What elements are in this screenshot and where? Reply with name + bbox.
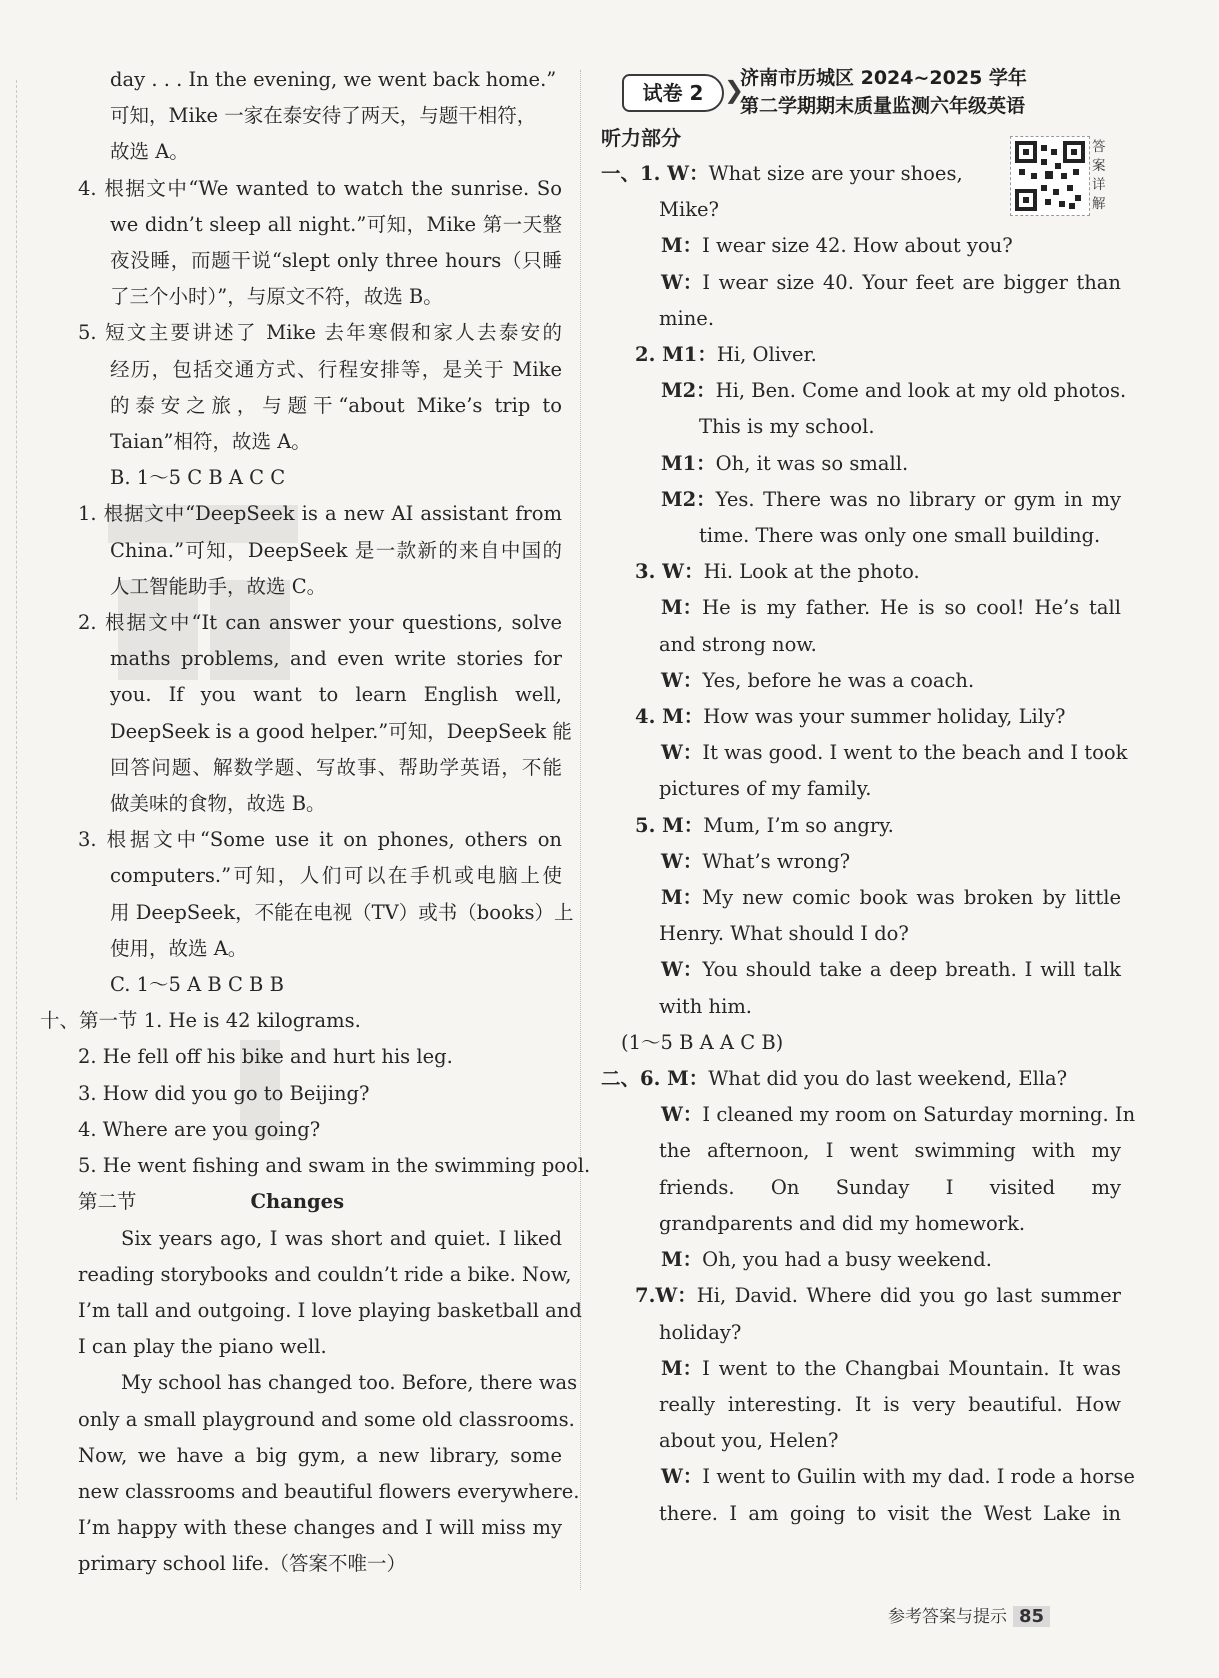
- dialogue-text: about you, Helen?: [659, 1429, 839, 1453]
- listening-section-title: 听力部分: [601, 126, 681, 150]
- answer-line: 1. 根据文中“DeepSeek is a new AI assistant from: [78, 502, 562, 526]
- speaker-colon: ：: [688, 1067, 709, 1091]
- dialogue-text: Yes. There was no library or gym in my: [715, 487, 1121, 511]
- dialogue-line: [601, 771, 1121, 807]
- dialogue-line: [601, 1061, 1121, 1097]
- speaker-label: M2: [661, 487, 697, 511]
- dialogue-text: friends. On Sunday I visited my: [659, 1175, 1121, 1199]
- speaker-colon: ：: [696, 487, 716, 511]
- speaker-colon: ：: [682, 270, 703, 294]
- dialogue-text: My new comic book was broken by little: [702, 886, 1121, 910]
- dialogue-text: It was good. I went to the beach and I took: [702, 741, 1128, 765]
- speaker-label: M: [661, 886, 683, 910]
- dialogue-text: He is my father. He is so cool! He’s tall: [702, 596, 1121, 620]
- speaker-label: M: [661, 596, 683, 620]
- dialogue-text: really interesting. It is very beautiful. How: [659, 1392, 1121, 1416]
- speaker-label: W: [655, 1284, 678, 1308]
- speaker-colon: ：: [683, 705, 704, 729]
- speaker-colon: ：: [684, 560, 704, 584]
- dialogue-text: I wear size 40. Your feet are bigger than: [702, 270, 1121, 294]
- exam-title-line1: 济南市历城区 2024~2025 学年: [740, 67, 1027, 89]
- speaker-colon: ：: [682, 1356, 703, 1380]
- answer-line: reading storybooks and couldn’t ride a bike. Now,: [78, 1262, 572, 1286]
- binding-margin-line: [16, 80, 17, 1500]
- dialogue-line: [601, 735, 1128, 771]
- speaker-colon: ：: [682, 849, 703, 873]
- dialogue-text: Mum, I’m so angry.: [703, 813, 894, 837]
- dialogue-line: [601, 373, 1127, 409]
- speaker-label: M1: [662, 343, 698, 367]
- dialogue-line: [601, 265, 1121, 301]
- chevron-right-icon: ❯: [724, 76, 745, 104]
- question-number: 一、1.: [601, 162, 668, 185]
- dialogue-line: [601, 1278, 1121, 1314]
- dialogue-line: [601, 1206, 1121, 1242]
- answer-line: 2. 根据文中“It can answer your questions, solve: [78, 611, 562, 635]
- exam-header: [622, 62, 1092, 120]
- speaker-label: W: [661, 1465, 683, 1489]
- answer-line: 5. 短文主要讲述了 Mike 去年寒假和家人去泰安的: [78, 321, 562, 345]
- dialogue-text: pictures of my family.: [659, 777, 872, 801]
- dialogue-text: Hi, David. Where did you go last summer: [696, 1284, 1121, 1308]
- answer-line: Taian”相符，故选 A。: [110, 430, 311, 454]
- answer-line: 3. How did you go to Beijing?: [78, 1081, 370, 1105]
- dialogue-text: Hi. Look at the photo.: [703, 560, 920, 584]
- answer-line: 4. Where are you going?: [78, 1117, 321, 1141]
- answer-line: DeepSeek is a good helper.”可知，DeepSeek 能: [110, 719, 572, 743]
- dialogue-text: Henry. What should I do?: [659, 922, 909, 946]
- dialogue-text: I cleaned my room on Saturday morning. In: [702, 1103, 1136, 1127]
- question-number: 3.: [635, 560, 663, 584]
- left-column: [40, 62, 591, 1583]
- dialogue-line: [601, 337, 1121, 373]
- footer-label: 参考答案与提示: [888, 1607, 1007, 1627]
- dialogue-line: [601, 590, 1121, 626]
- answer-line: Six years ago, I was short and quiet. I liked: [121, 1226, 562, 1250]
- dialogue-line: [601, 1097, 1136, 1133]
- answer-line: C. 1～5 A B C B B: [110, 973, 284, 997]
- dialogue-text: How was your summer holiday, Lily?: [703, 705, 1066, 729]
- section-label: 第二节: [78, 1190, 137, 1214]
- dialogue-text: I wear size 42. How about you?: [702, 234, 1013, 258]
- answer-line: primary school life.（答案不唯一）: [78, 1552, 407, 1576]
- dialogue-line: [601, 446, 1121, 482]
- answer-line: 十、第一节 1. He is 42 kilograms.: [40, 1009, 361, 1033]
- answer-line: you. If you want to learn English well,: [110, 683, 562, 707]
- dialogue-text: (1～5 B A A C B): [621, 1030, 784, 1054]
- speaker-label: M: [667, 1067, 689, 1091]
- answer-line: B. 1～5 C B A C C: [110, 466, 286, 490]
- speaker-label: W: [667, 162, 690, 185]
- speaker-colon: ：: [682, 886, 703, 910]
- answer-line: 用 DeepSeek，不能在电视（TV）或书（books）上: [110, 900, 574, 924]
- answer-line: 3. 根据文中“Some use it on phones, others on: [78, 828, 562, 852]
- speaker-label: M: [661, 234, 683, 258]
- dialogue-line: [601, 880, 1121, 916]
- dialogue-line: [601, 1387, 1121, 1423]
- dialogue-text: and strong now.: [659, 632, 817, 656]
- answer-line: computers.”可知，人们可以在手机或电脑上使: [110, 864, 562, 888]
- dialogue-line: [601, 1133, 1121, 1169]
- dialogue-line: [601, 1242, 1121, 1278]
- dialogue-line: [601, 1315, 1121, 1351]
- question-number: 7.: [635, 1284, 656, 1308]
- question-number: 二、6.: [601, 1067, 668, 1091]
- speaker-label: M: [661, 1356, 683, 1380]
- question-number: 4.: [635, 705, 663, 729]
- dialogue-text: the afternoon, I went swimming with my: [659, 1139, 1121, 1163]
- speaker-colon: ：: [682, 1465, 703, 1489]
- dialogue-text: I went to Guilin with my dad. I rode a horse: [702, 1465, 1135, 1489]
- answer-line: maths problems, and even write stories for: [110, 647, 562, 671]
- dialogue-line: [601, 228, 1121, 264]
- speaker-colon: ：: [697, 343, 717, 367]
- answer-line: China.”可知，DeepSeek 是一款新的来自中国的: [110, 538, 562, 562]
- dialogue-text: Oh, it was so small.: [715, 451, 909, 475]
- answer-line: I’m happy with these changes and I will miss my: [78, 1516, 562, 1540]
- answer-line: 了三个小时）”，与原文不符，故选 B。: [110, 285, 443, 309]
- dialogue-text: holiday?: [659, 1320, 742, 1344]
- dialogue-line: [601, 1170, 1121, 1206]
- speaker-label: W: [661, 958, 683, 982]
- answer-line: 人工智能助手，故选 C。: [110, 574, 327, 598]
- dialogue-text: This is my school.: [699, 415, 875, 439]
- dialogue-line: [601, 952, 1121, 988]
- answer-line: 使用，故选 A。: [110, 936, 248, 960]
- dialogue-line: [601, 156, 1121, 192]
- dialogue-text: You should take a deep breath. I will talk: [702, 958, 1121, 982]
- dialogue-line: [601, 554, 1121, 590]
- answer-line: 的泰安之旅，与题干“about Mike’s trip to: [110, 393, 562, 417]
- speaker-label: M1: [661, 451, 697, 475]
- dialogue-line: [601, 699, 1121, 735]
- dialogue-line: [601, 1423, 1121, 1459]
- speaker-colon: ：: [677, 1284, 697, 1308]
- dialogue-line: [601, 627, 1121, 663]
- speaker-colon: ：: [683, 813, 704, 837]
- dialogue-line: [601, 192, 1121, 228]
- dialogue-line: [601, 808, 1121, 844]
- speaker-label: M2: [661, 379, 697, 403]
- answer-line: only a small playground and some old classrooms.: [78, 1407, 575, 1431]
- answer-line: 经历，包括交通方式、行程安排等，是关于 Mike: [110, 357, 562, 381]
- answer-line: 2. He fell off his bike and hurt his leg.: [78, 1045, 453, 1069]
- answer-line: 5. He went fishing and swam in the swimming pool.: [78, 1154, 591, 1178]
- page-footer: [888, 1602, 1050, 1627]
- speaker-label: W: [661, 270, 683, 294]
- dialogue-text: What’s wrong?: [702, 849, 851, 873]
- answer-line: I can play the piano well.: [78, 1335, 327, 1359]
- page-number: 85: [1013, 1606, 1050, 1627]
- essay-title: Changes: [250, 1190, 345, 1214]
- dialogue-text: Hi, Ben. Come and look at my old photos.: [715, 379, 1127, 403]
- qr-code-label: 答案详解: [1092, 139, 1106, 212]
- answer-line: 可知，Mike 一家在泰安待了两天，与题干相符，: [110, 104, 537, 128]
- speaker-label: M: [662, 813, 684, 837]
- speaker-colon: ：: [682, 741, 703, 765]
- dialogue-text: Hi, Oliver.: [716, 343, 817, 367]
- answer-line: 故选 A。: [110, 140, 189, 164]
- right-column: [601, 120, 1136, 1532]
- speaker-label: W: [661, 849, 683, 873]
- speaker-label: W: [661, 1103, 683, 1127]
- exam-badge: 试卷 2: [622, 74, 724, 112]
- speaker-colon: ：: [689, 162, 709, 185]
- dialogue-text: What size are your shoes,: [708, 162, 963, 185]
- dialogue-line: [601, 482, 1121, 518]
- dialogue-text: I went to the Changbai Mountain. It was: [702, 1356, 1121, 1380]
- answer-line: [78, 1184, 562, 1220]
- speaker-label: M: [661, 1248, 683, 1272]
- dialogue-line: [601, 1496, 1121, 1532]
- answer-line: 做美味的食物，故选 B。: [110, 792, 326, 816]
- dialogue-line: [601, 916, 1121, 952]
- speaker-colon: ：: [682, 1103, 703, 1127]
- answer-line: we didn’t sleep all night.”可知，Mike 第一天整: [110, 212, 562, 236]
- speaker-colon: ：: [682, 1248, 703, 1272]
- speaker-colon: ：: [696, 451, 716, 475]
- speaker-label: M: [662, 705, 684, 729]
- dialogue-line: [601, 844, 1121, 880]
- dialogue-text: with him.: [659, 994, 753, 1018]
- dialogue-line: [601, 301, 1121, 337]
- answer-line: My school has changed too. Before, there was: [121, 1371, 578, 1395]
- speaker-colon: ：: [696, 379, 716, 403]
- answer-line: day . . . In the evening, we went back home.”: [110, 68, 557, 91]
- speaker-colon: ：: [682, 596, 703, 620]
- answer-line: Now, we have a big gym, a new library, some: [78, 1443, 562, 1467]
- dialogue-text: Mike?: [659, 198, 720, 222]
- dialogue-text: Oh, you had a busy weekend.: [702, 1248, 992, 1272]
- answer-line: 回答问题、解数学题、写故事、帮助学英语，不能: [110, 755, 562, 779]
- speaker-label: W: [661, 668, 683, 692]
- dialogue-text: mine.: [659, 306, 715, 330]
- answer-line: I’m tall and outgoing. I love playing basketball and: [78, 1298, 582, 1322]
- dialogue-line: [601, 409, 1121, 445]
- answer-line: 4. 根据文中“We wanted to watch the sunrise. So: [78, 176, 562, 200]
- speaker-label: W: [662, 560, 685, 584]
- dialogue-line: [601, 1459, 1135, 1495]
- answer-line: new classrooms and beautiful flowers everywhere.: [78, 1479, 580, 1503]
- question-number: 5.: [635, 813, 663, 837]
- speaker-colon: ：: [682, 234, 703, 258]
- dialogue-text: Yes, before he was a coach.: [702, 668, 975, 692]
- dialogue-text: there. I am going to visit the West Lake in: [659, 1501, 1121, 1525]
- speaker-colon: ：: [682, 958, 703, 982]
- dialogue-text: time. There was only one small building.: [699, 524, 1101, 548]
- question-number: 2.: [635, 343, 663, 367]
- exam-title-line2: 第二学期期末质量监测六年级英语: [740, 95, 1026, 117]
- dialogue-line: [601, 1025, 1121, 1061]
- dialogue-line: [601, 518, 1121, 554]
- column-divider: [580, 70, 581, 1590]
- dialogue-text: What did you do last weekend, Ella?: [708, 1067, 1068, 1091]
- answer-line: 夜没睡，而题干说“slept only three hours（只睡: [110, 249, 562, 273]
- dialogue-text: grandparents and did my homework.: [659, 1211, 1026, 1235]
- dialogue-line: [601, 1351, 1121, 1387]
- speaker-label: W: [661, 741, 683, 765]
- dialogue-line: [601, 989, 1121, 1025]
- speaker-colon: ：: [682, 668, 703, 692]
- dialogue-line: [601, 663, 1121, 699]
